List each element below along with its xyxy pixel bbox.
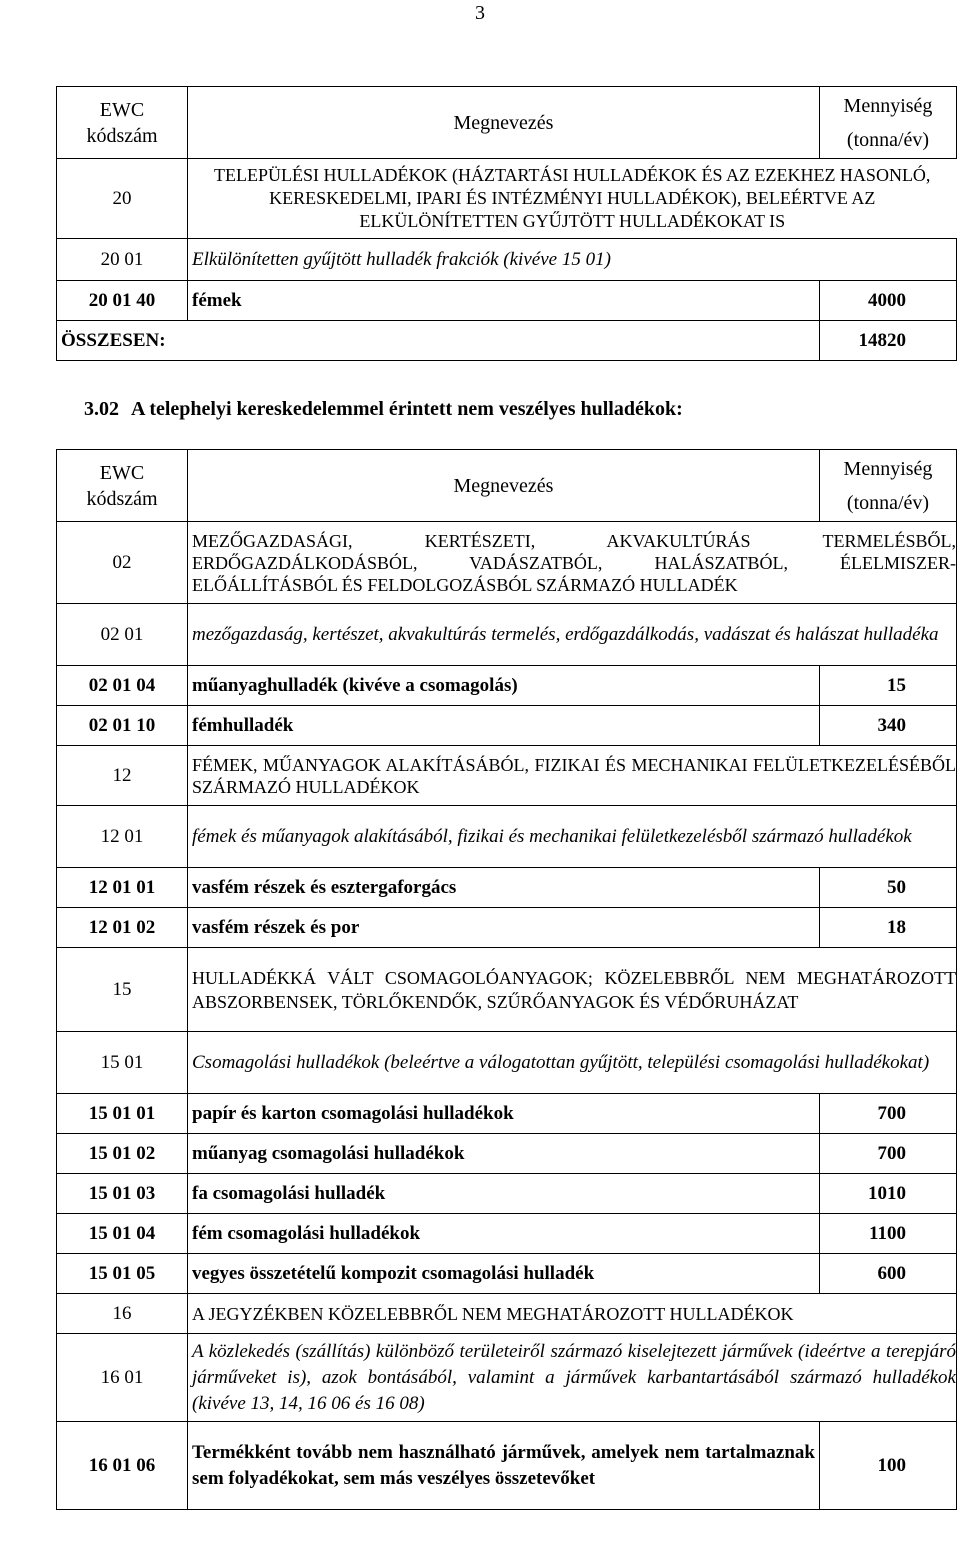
row-code: 15 01 01 <box>57 1094 188 1134</box>
total-label: ÖSSZESEN: <box>57 321 820 361</box>
row-name: FÉMEK, MŰANYAGOK ALAKÍTÁSÁBÓL, FIZIKAI ÉS MECHANIKAI FELÜLETKEZELÉSÉBŐL SZÁRMAZÓ HULLADÉKOK <box>188 746 957 806</box>
table-row <box>57 1294 957 1334</box>
table-header-row <box>57 450 957 522</box>
row-code: 20 <box>57 159 188 239</box>
row-name: A közlekedés (szállítás) különböző területeiről származó kiselejtezett járművek (ideértve a terepjáró járműveket is), azok bontásából, valamint a járművek karbantartásából származó hulladékok (kivéve 13, 14, 16 06 és 16 08) <box>188 1334 957 1422</box>
row-code: 20 01 40 <box>57 281 188 321</box>
header-quantity-line1: Mennyiség <box>843 457 933 480</box>
table-row <box>57 1174 957 1214</box>
row-name: műanyaghulladék (kivéve a csomagolás) <box>188 666 820 706</box>
row-name: papír és karton csomagolási hulladékok <box>188 1094 820 1134</box>
row-name: HULLADÉKKÁ VÁLT CSOMAGOLÓANYAGOK; KÖZELEBBRŐL NEM MEGHATÁROZOTT ABSZORBENSEK, TÖRLŐKENDŐK, SZŰRŐANYAGOK ÉS VÉDŐRUHÁZAT <box>188 948 957 1032</box>
row-name: műanyag csomagolási hulladékok <box>188 1134 820 1174</box>
row-name: Elkülönítetten gyűjtött hulladék frakciók (kivéve 15 01) <box>188 239 957 281</box>
row-code: 16 <box>57 1294 188 1334</box>
row-code: 02 <box>57 522 188 604</box>
row-quantity: 700 <box>820 1094 957 1134</box>
table-row <box>57 706 957 746</box>
row-code: 16 01 06 <box>57 1422 188 1510</box>
table-row <box>57 604 957 666</box>
row-name: MEZŐGAZDASÁGI, KERTÉSZETI, AKVAKULTÚRÁS TERMELÉSBŐL, ERDŐGAZDÁLKODÁSBÓL, VADÁSZATBÓL, HALÁSZATBÓL, ÉLELMISZER-ELŐÁLLÍTÁSBÓL ÉS FELDOLGOZÁSBÓL SZÁRMAZÓ HULLADÉK <box>188 522 957 604</box>
row-quantity: 15 <box>820 666 957 706</box>
header-ewc-code: EWC kódszám <box>57 87 188 159</box>
table-row <box>57 806 957 868</box>
table-row <box>57 908 957 948</box>
row-code: 15 <box>57 948 188 1032</box>
row-code: 15 01 03 <box>57 1174 188 1214</box>
row-code: 20 01 <box>57 239 188 281</box>
row-quantity: 1010 <box>820 1174 957 1214</box>
row-code: 15 01 05 <box>57 1254 188 1294</box>
row-name: Termékként tovább nem használható járművek, amelyek nem tartalmaznak sem folyadékokat, sem más veszélyes összetevőket <box>188 1422 820 1510</box>
table-row <box>57 1094 957 1134</box>
table-row <box>57 868 957 908</box>
row-code: 15 01 02 <box>57 1134 188 1174</box>
table-row <box>57 239 957 281</box>
table-row <box>57 159 957 239</box>
table-row <box>57 1334 957 1422</box>
header-ewc-code: EWC kódszám <box>57 450 188 522</box>
row-quantity: 600 <box>820 1254 957 1294</box>
header-quantity-line2: (tonna/év) <box>846 491 930 514</box>
row-name: vegyes összetételű kompozit csomagolási hulladék <box>188 1254 820 1294</box>
table-row <box>57 746 957 806</box>
header-quantity-line1: Mennyiség <box>843 94 933 117</box>
table-row <box>57 522 957 604</box>
row-quantity: 50 <box>820 868 957 908</box>
row-quantity: 1100 <box>820 1214 957 1254</box>
table-row <box>57 1422 957 1510</box>
row-name: vasfém részek és esztergaforgács <box>188 868 820 908</box>
row-name: A JEGYZÉKBEN KÖZELEBBRŐL NEM MEGHATÁROZOTT HULLADÉKOK <box>188 1294 957 1334</box>
row-code: 02 01 <box>57 604 188 666</box>
row-name: fémek <box>188 281 820 321</box>
row-code: 02 01 04 <box>57 666 188 706</box>
header-quantity <box>820 87 957 159</box>
row-code: 02 01 10 <box>57 706 188 746</box>
page-number: 3 <box>475 2 485 24</box>
row-quantity: 340 <box>820 706 957 746</box>
section-title: A telephelyi kereskedelemmel érintett nem veszélyes hulladékok: <box>131 398 683 420</box>
row-code: 15 01 04 <box>57 1214 188 1254</box>
header-name: Megnevezés <box>188 450 820 522</box>
row-code: 16 01 <box>57 1334 188 1422</box>
waste-table-commercial <box>56 449 957 1510</box>
waste-table-municipal <box>56 86 957 361</box>
row-name: fémhulladék <box>188 706 820 746</box>
row-code: 12 01 <box>57 806 188 868</box>
row-quantity: 700 <box>820 1134 957 1174</box>
row-name: fémek és műanyagok alakításából, fizikai és mechanikai felületkezelésből származó hulladékok <box>188 806 957 868</box>
table-row <box>57 1134 957 1174</box>
row-name: vasfém részek és por <box>188 908 820 948</box>
header-quantity <box>820 450 957 522</box>
row-name: mezőgazdaság, kertészet, akvakultúrás termelés, erdőgazdálkodás, vadászat és halászat hulladéka <box>188 604 957 666</box>
section-heading <box>56 398 683 421</box>
row-code: 12 <box>57 746 188 806</box>
header-quantity-line2: (tonna/év) <box>846 128 930 151</box>
table-row <box>57 1032 957 1094</box>
row-name: fém csomagolási hulladékok <box>188 1214 820 1254</box>
table-header-row <box>57 87 957 159</box>
table-row <box>57 948 957 1032</box>
row-quantity: 4000 <box>820 281 957 321</box>
table-row <box>57 1254 957 1294</box>
header-name: Megnevezés <box>188 87 820 159</box>
table-row <box>57 666 957 706</box>
total-row <box>57 321 957 361</box>
row-code: 15 01 <box>57 1032 188 1094</box>
row-code: 12 01 01 <box>57 868 188 908</box>
row-code: 12 01 02 <box>57 908 188 948</box>
table-row <box>57 1214 957 1254</box>
table-row <box>57 281 957 321</box>
row-quantity: 18 <box>820 908 957 948</box>
row-quantity: 100 <box>820 1422 957 1510</box>
row-name: TELEPÜLÉSI HULLADÉKOK (HÁZTARTÁSI HULLADÉKOK ÉS AZ EZEKHEZ HASONLÓ, KERESKEDELMI, IPARI ÉS INTÉZMÉNYI HULLADÉKOK), BELEÉRTVE AZ ELKÜLÖNÍTETTEN GYŰJTÖTT HULLADÉKOKAT IS <box>188 159 957 239</box>
section-number: 3.02 <box>84 398 119 420</box>
total-value: 14820 <box>820 321 957 361</box>
row-name: fa csomagolási hulladék <box>188 1174 820 1214</box>
row-name: Csomagolási hulladékok (beleértve a válogatottan gyűjtött, települési csomagolási hulladékokat) <box>188 1032 957 1094</box>
